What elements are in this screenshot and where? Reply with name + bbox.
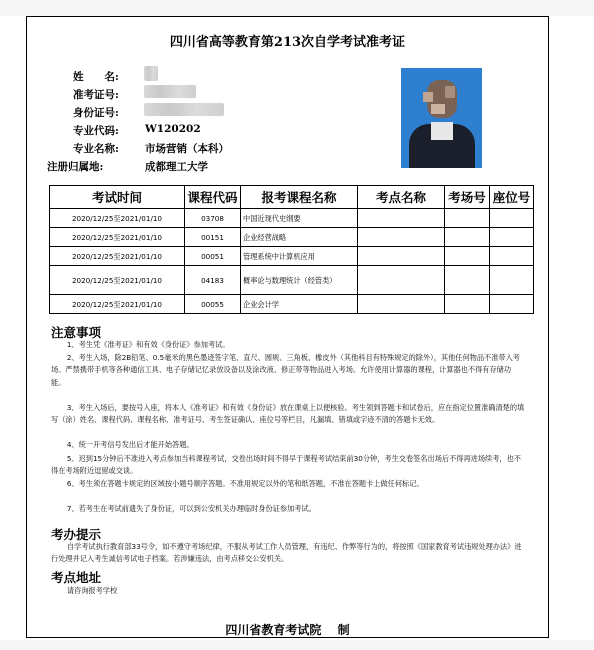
issuer-footer: 四川省教育考试院 制 [225,623,350,637]
cell-room [445,209,490,228]
cell-code: 00151 [185,228,241,247]
col-header-course: 报考课程名称 [241,186,358,209]
top-edge [0,0,594,16]
notice-item-5: 5、迟到15分钟后不准进入考点参加当科课程考试，交卷出场时间不得早于课程考试结束前30分钟，考生交卷签名出场后不得再进场续考，也不得在考场附近逗留或交谈。 [51,454,521,476]
cell-course: 企业会计学 [241,295,358,314]
col-header-site: 考点名称 [358,186,445,209]
col-header-room: 考场号 [445,186,490,209]
cell-room [445,247,490,266]
cell-course: 企业经营战略 [241,228,358,247]
region-label: 注册归属地: [47,161,104,173]
table-row [50,266,534,295]
cell-seat [490,209,534,228]
cell-course: 概率论与数理统计（经管类） [241,266,358,295]
cell-seat [490,228,534,247]
tips-heading: 考办提示 [51,527,102,542]
cell-site [358,266,445,295]
notice-item-4: 4、统一开考信号发出后才能开始答题。 [66,440,194,449]
notice-item-6: 6、考生须在答题卡规定的区域按小题号顺序答题。不准用规定以外的笔和纸答题，不准在答题卡上做任何标记。 [66,479,424,488]
major-name-label: 专业名称: [73,143,119,155]
cell-site [358,247,445,266]
major-code-label: 专业代码: [73,125,119,137]
cell-time: 2020/12/25至2021/01/10 [50,295,185,314]
cell-site [358,228,445,247]
cell-course: 管理系统中计算机应用 [241,247,358,266]
notice-item-1: 1、考生凭《准考证》和有效《身份证》参加考试。 [66,340,230,349]
address-heading: 考点地址 [51,570,102,585]
page-title: 四川省高等教育第213次自学考试准考证 [169,35,406,50]
cell-seat [490,247,534,266]
major-name-value: 市场营销（本科） [145,143,229,155]
region-value: 成都理工大学 [145,161,208,173]
ticket-number-label: 准考证号: [73,89,119,101]
cell-course: 中国近现代史纲要 [241,209,358,228]
candidate-photo [401,68,482,168]
bottom-edge [0,640,594,650]
exam-schedule-table [49,185,534,314]
tips-text: 自学考试执行教育部33号令，如不遵守考场纪律，不服从考试工作人员管理，有违纪、作弊等行为的，将按照《国家教育考试违规处理办法》进行处理并记入考生诚信考试电子档案。若涉嫌违法，由考点移交公安机关。 [51,542,522,564]
notice-item-2: 2、考生入场，除2B铅笔、0.5毫米的黑色墨迹签字笔、直尺、圆规、三角板、橡皮外（其他科目有特殊规定的除外），其他任何物品不准带入考场。严禁携带手机等各种通信工具、电子存储记忆录放设备以及涂改液、修正带等物品进入考场。允许使用计算器的课程，计算器也不得有存储功能。 [51,353,520,387]
table-row [50,247,534,266]
cell-code: 00055 [185,295,241,314]
admission-ticket [26,16,549,638]
cell-site [358,295,445,314]
cell-time: 2020/12/25至2021/01/10 [50,247,185,266]
ticket-number-redacted [144,85,196,98]
major-code-value: W120202 [145,123,201,135]
col-header-time: 考试时间 [50,186,185,209]
notice-item-7: 7、若考生在考试前遗失了身份证，可以到公安机关办理临时身份证参加考试。 [66,504,316,513]
table-row [50,295,534,314]
col-header-code: 课程代码 [185,186,241,209]
cell-site [358,209,445,228]
cell-room [445,228,490,247]
id-number-label: 身份证号: [73,107,119,119]
cell-time: 2020/12/25至2021/01/10 [50,209,185,228]
cell-room [445,295,490,314]
name-label: 姓 名: [73,71,119,83]
notice-heading: 注意事项 [51,325,102,340]
id-number-redacted [144,103,224,116]
name-redacted [144,66,158,81]
table-header-row [50,186,534,209]
cell-code: 04183 [185,266,241,295]
col-header-seat: 座位号 [490,186,534,209]
table-row [50,228,534,247]
table-row [50,209,534,228]
address-text: 请咨询报考学校 [66,586,118,595]
cell-seat [490,266,534,295]
cell-code: 03708 [185,209,241,228]
notice-item-3: 3、考生入场后，要按号入座，将本人《准考证》和有效《身份证》放在课桌上以便核验。考生领到答题卡和试卷后，应在指定位置准确清楚的填写（涂）姓名、课程代码、课程名称、准考证号、考生签证确认、座位号等栏目，凡漏填、错填或字迹不清的答题卡无效。 [51,403,525,425]
cell-time: 2020/12/25至2021/01/10 [50,266,185,295]
cell-time: 2020/12/25至2021/01/10 [50,228,185,247]
cell-code: 00051 [185,247,241,266]
cell-seat [490,295,534,314]
cell-room [445,266,490,295]
